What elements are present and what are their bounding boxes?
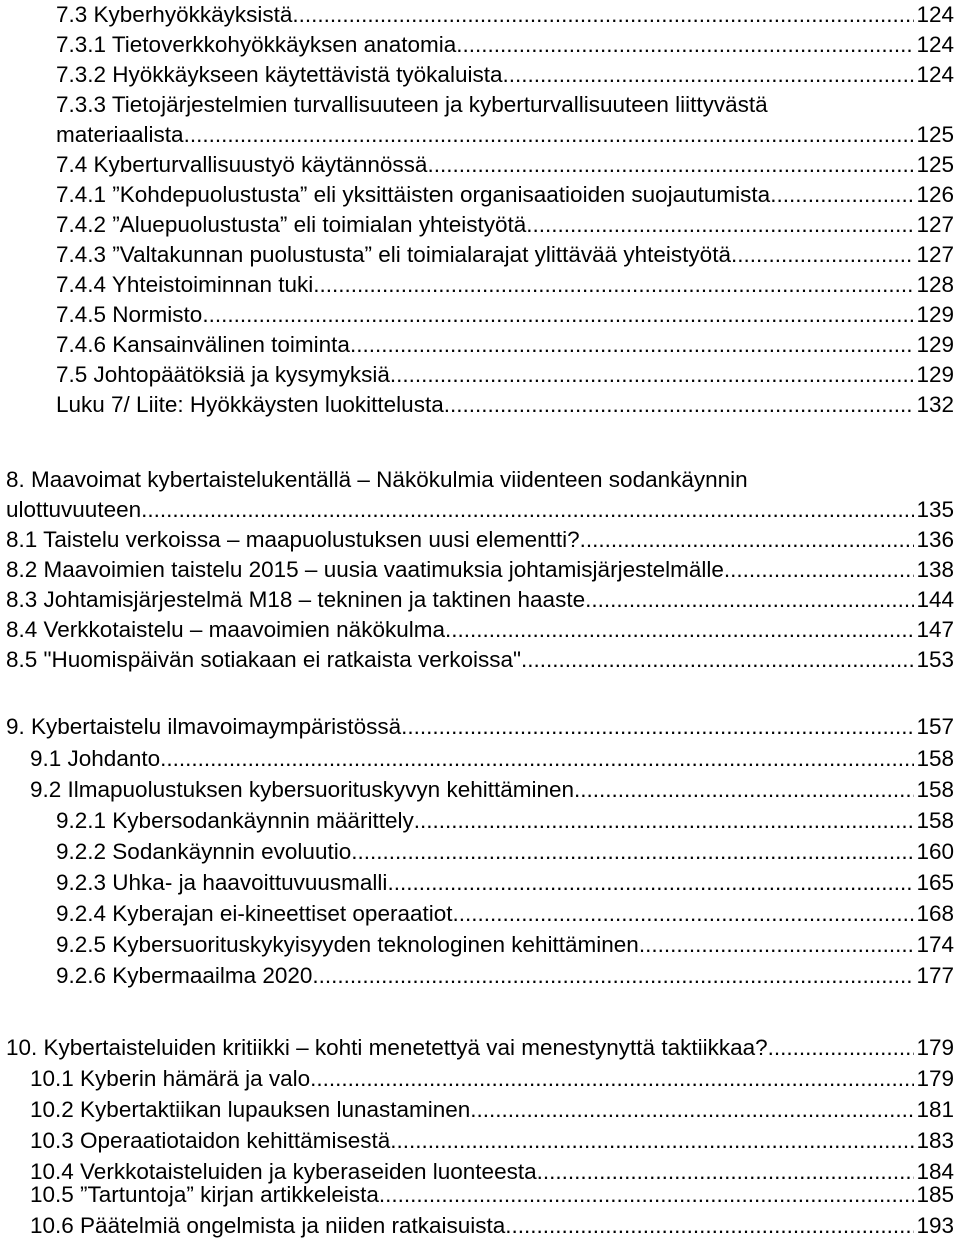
toc-entry-title: 7.4 Kyberturvallisuustyö käytännössä bbox=[56, 152, 428, 177]
toc-entry-page: 153 bbox=[916, 647, 954, 672]
toc-entry-title: 10.4 Verkkotaisteluiden ja kyberaseiden luonteesta bbox=[30, 1159, 537, 1184]
dot-leader bbox=[390, 1126, 914, 1156]
dot-leader bbox=[580, 525, 915, 555]
toc-entry-title: 10.2 Kybertaktiikan lupauksen lunastaminen bbox=[30, 1097, 471, 1122]
toc-entry[interactable] bbox=[6, 555, 954, 585]
toc-entry-page: 165 bbox=[916, 870, 954, 895]
toc-entry[interactable] bbox=[56, 150, 954, 180]
dot-leader bbox=[639, 930, 915, 960]
toc-entry[interactable] bbox=[6, 495, 954, 525]
toc-entry-title: 9.2 Ilmapuolustuksen kybersuorituskyvyn kehittäminen bbox=[30, 777, 575, 802]
toc-entry-title: 7.5 Johtopäätöksiä ja kysymyksiä bbox=[56, 362, 390, 387]
toc-entry-title: 8.1 Taistelu verkoissa – maapuolustuksen uusi elementti? bbox=[6, 527, 580, 552]
dot-leader bbox=[160, 744, 914, 774]
toc-entry-page: 124 bbox=[916, 2, 954, 27]
toc-entry[interactable] bbox=[56, 240, 954, 270]
toc-entry[interactable] bbox=[30, 744, 954, 774]
toc-entry-page: 181 bbox=[916, 1097, 954, 1122]
dot-leader bbox=[445, 615, 914, 645]
toc-entry[interactable] bbox=[30, 1095, 954, 1125]
toc-entry-title: 9.2.6 Kybermaailma 2020 bbox=[56, 963, 313, 988]
toc-entry-page: 179 bbox=[916, 1066, 954, 1091]
toc-entry-title: 10.5 ”Tartuntoja” kirjan artikkeleista bbox=[30, 1182, 379, 1207]
toc-entry-page: 177 bbox=[916, 963, 954, 988]
dot-leader bbox=[313, 270, 914, 300]
dot-leader bbox=[731, 240, 914, 270]
toc-entry-page: 125 bbox=[916, 122, 954, 147]
toc-entry[interactable] bbox=[56, 0, 954, 30]
toc-entry-title: 7.4.2 ”Aluepuolustusta” eli toimialan yhteistyötä bbox=[56, 212, 527, 237]
toc-entry-title-line1[interactable]: 7.3.3 Tietojärjestelmien turvallisuuteen ja kyberturvallisuuteen liittyvästä bbox=[56, 92, 768, 117]
toc-entry-page: 138 bbox=[916, 557, 954, 582]
toc-entry-page: 129 bbox=[916, 362, 954, 387]
toc-entry[interactable] bbox=[6, 615, 954, 645]
toc-entry-title: Luku 7/ Liite: Hyökkäysten luokittelusta bbox=[56, 392, 444, 417]
toc-entry-title: 10.1 Kyberin hämärä ja valo bbox=[30, 1066, 311, 1091]
dot-leader bbox=[502, 60, 914, 90]
dot-leader bbox=[526, 210, 914, 240]
dot-leader bbox=[379, 1180, 915, 1210]
toc-entry-title: 7.4.6 Kansainvälinen toiminta bbox=[56, 332, 350, 357]
toc-entry[interactable] bbox=[56, 60, 954, 90]
dot-leader bbox=[768, 1033, 915, 1063]
toc-entry[interactable] bbox=[30, 1064, 954, 1094]
toc-entry-title: 9.2.4 Kyberajan ei-kineettiset operaatiot bbox=[56, 901, 453, 926]
toc-entry[interactable] bbox=[30, 775, 954, 805]
toc-entry-title: 9. Kybertaistelu ilmavoimaympäristössä bbox=[6, 714, 402, 739]
toc-entry-page: 158 bbox=[916, 746, 954, 771]
toc-entry[interactable] bbox=[6, 645, 954, 675]
toc-entry[interactable] bbox=[56, 330, 954, 360]
dot-leader bbox=[292, 0, 914, 30]
toc-entry-page: 144 bbox=[916, 587, 954, 612]
toc-entry[interactable] bbox=[56, 868, 954, 898]
toc-entry[interactable] bbox=[56, 899, 954, 929]
toc-entry[interactable] bbox=[56, 961, 954, 991]
dot-leader bbox=[387, 868, 914, 898]
toc-entry[interactable] bbox=[56, 180, 954, 210]
toc-entry-page: 158 bbox=[916, 777, 954, 802]
toc-entry-page: 126 bbox=[916, 182, 954, 207]
toc-entry[interactable] bbox=[56, 806, 954, 836]
toc-entry-title: 9.2.5 Kybersuorituskykyisyyden teknologinen kehittäminen bbox=[56, 932, 639, 957]
toc-entry[interactable] bbox=[56, 837, 954, 867]
toc-entry-page: 127 bbox=[916, 242, 954, 267]
dot-leader bbox=[470, 1095, 914, 1125]
dot-leader bbox=[574, 775, 914, 805]
dot-leader bbox=[730, 555, 914, 585]
toc-entry[interactable] bbox=[30, 1126, 954, 1156]
toc-entry-title: 7.4.4 Yhteistoiminnan tuki bbox=[56, 272, 314, 297]
toc-entry[interactable] bbox=[6, 585, 954, 615]
toc-entry-page: 193 bbox=[916, 1213, 954, 1238]
toc-entry-page: 129 bbox=[916, 332, 954, 357]
toc-entry-title: 10.3 Operaatiotaidon kehittämisestä bbox=[30, 1128, 391, 1153]
toc-entry-title: 9.1 Johdanto bbox=[30, 746, 161, 771]
dot-leader bbox=[202, 300, 914, 330]
toc-entry[interactable] bbox=[56, 30, 954, 60]
toc-entry[interactable] bbox=[56, 300, 954, 330]
toc-entry-title: 9.2.1 Kybersodankäynnin määrittely bbox=[56, 808, 414, 833]
toc-entry-page: 184 bbox=[916, 1159, 954, 1184]
dot-leader bbox=[505, 1211, 914, 1241]
toc-entry-title: 8.4 Verkkotaistelu – maavoimien näkökulma bbox=[6, 617, 445, 642]
toc-entry-page: 127 bbox=[916, 212, 954, 237]
toc-entry[interactable] bbox=[56, 360, 954, 390]
toc-entry[interactable] bbox=[6, 1033, 954, 1063]
toc-entry-title: 7.3.2 Hyökkäykseen käytettävistä työkaluista bbox=[56, 62, 503, 87]
toc-entry-title: 7.4.5 Normisto bbox=[56, 302, 203, 327]
dot-leader bbox=[585, 585, 914, 615]
toc-entry-page: 124 bbox=[916, 62, 954, 87]
toc-entry[interactable] bbox=[30, 1180, 954, 1210]
toc-entry-page: 125 bbox=[916, 152, 954, 177]
toc-entry-page: 124 bbox=[916, 32, 954, 57]
toc-entry-page: 129 bbox=[916, 302, 954, 327]
dot-leader bbox=[444, 390, 915, 420]
toc-entry-title: 10.6 Päätelmiä ongelmista ja niiden ratkaisuista bbox=[30, 1213, 506, 1238]
dot-leader bbox=[350, 330, 915, 360]
toc-entry-title: 7.4.3 ”Valtakunnan puolustusta” eli toimialarajat ylittävää yhteistyötä bbox=[56, 242, 731, 267]
toc-entry-title-line1[interactable]: 8. Maavoimat kybertaistelukentällä – Näkökulmia viidenteen sodankäynnin bbox=[6, 467, 748, 492]
toc-entry[interactable] bbox=[56, 930, 954, 960]
toc-entry-page: 158 bbox=[916, 808, 954, 833]
toc-entry[interactable] bbox=[6, 712, 954, 742]
toc-entry-page: 132 bbox=[916, 392, 954, 417]
toc-entry-title: 7.4.1 ”Kohdepuolustusta” eli yksittäisten organisaatioiden suojautumista bbox=[56, 182, 771, 207]
toc-entry-page: 179 bbox=[916, 1035, 954, 1060]
toc-entry[interactable] bbox=[30, 1211, 954, 1241]
dot-leader bbox=[401, 712, 914, 742]
toc-entry-title: 7.3.1 Tietoverkkohyökkäyksen anatomia bbox=[56, 32, 457, 57]
toc-entry[interactable] bbox=[56, 210, 954, 240]
dot-leader bbox=[312, 961, 914, 991]
toc-entry-title: 9.2.3 Uhka- ja haavoittuvuusmalli bbox=[56, 870, 388, 895]
toc-entry-title: 8.5 "Huomispäivän sotiakaan ei ratkaista verkoissa" bbox=[6, 647, 521, 672]
toc-entry-title: 9.2.2 Sodankäynnin evoluutio bbox=[56, 839, 352, 864]
dot-leader bbox=[414, 806, 915, 836]
dot-leader bbox=[770, 180, 914, 210]
dot-leader bbox=[310, 1064, 914, 1094]
dot-leader bbox=[456, 30, 914, 60]
toc-entry[interactable] bbox=[56, 390, 954, 420]
toc-entry-page: 135 bbox=[916, 497, 954, 522]
toc-entry-page: 157 bbox=[916, 714, 954, 739]
dot-leader bbox=[141, 495, 914, 525]
dot-leader bbox=[390, 360, 915, 390]
toc-entry[interactable] bbox=[6, 525, 954, 555]
toc-entry-page: 147 bbox=[916, 617, 954, 642]
dot-leader bbox=[184, 120, 915, 150]
dot-leader bbox=[521, 645, 914, 675]
toc-entry-page: 128 bbox=[916, 272, 954, 297]
toc-entry[interactable] bbox=[56, 270, 954, 300]
toc-entry-title: materiaalista bbox=[56, 122, 184, 147]
dot-leader bbox=[453, 899, 915, 929]
dot-leader bbox=[351, 837, 914, 867]
toc-entry[interactable] bbox=[56, 120, 954, 150]
toc-entry-title: 8.3 Johtamisjärjestelmä M18 – tekninen ja taktinen haaste bbox=[6, 587, 586, 612]
toc-entry-page: 185 bbox=[916, 1182, 954, 1207]
toc-entry-title: ulottuvuuteen bbox=[6, 497, 142, 522]
toc-entry-page: 136 bbox=[916, 527, 954, 552]
toc-entry-title: 8.2 Maavoimien taistelu 2015 – uusia vaatimuksia johtamisjärjestelmälle. bbox=[6, 557, 731, 582]
toc-entry-title: 10. Kybertaisteluiden kritiikki – kohti menetettyä vai menestynyttä taktiikkaa? bbox=[6, 1035, 768, 1060]
toc-entry-title: 7.3 Kyberhyökkäyksistä bbox=[56, 2, 293, 27]
dot-leader bbox=[427, 150, 914, 180]
toc-entry-page: 174 bbox=[916, 932, 954, 957]
toc-entry-page: 160 bbox=[916, 839, 954, 864]
toc-entry-page: 168 bbox=[916, 901, 954, 926]
toc-entry-page: 183 bbox=[916, 1128, 954, 1153]
